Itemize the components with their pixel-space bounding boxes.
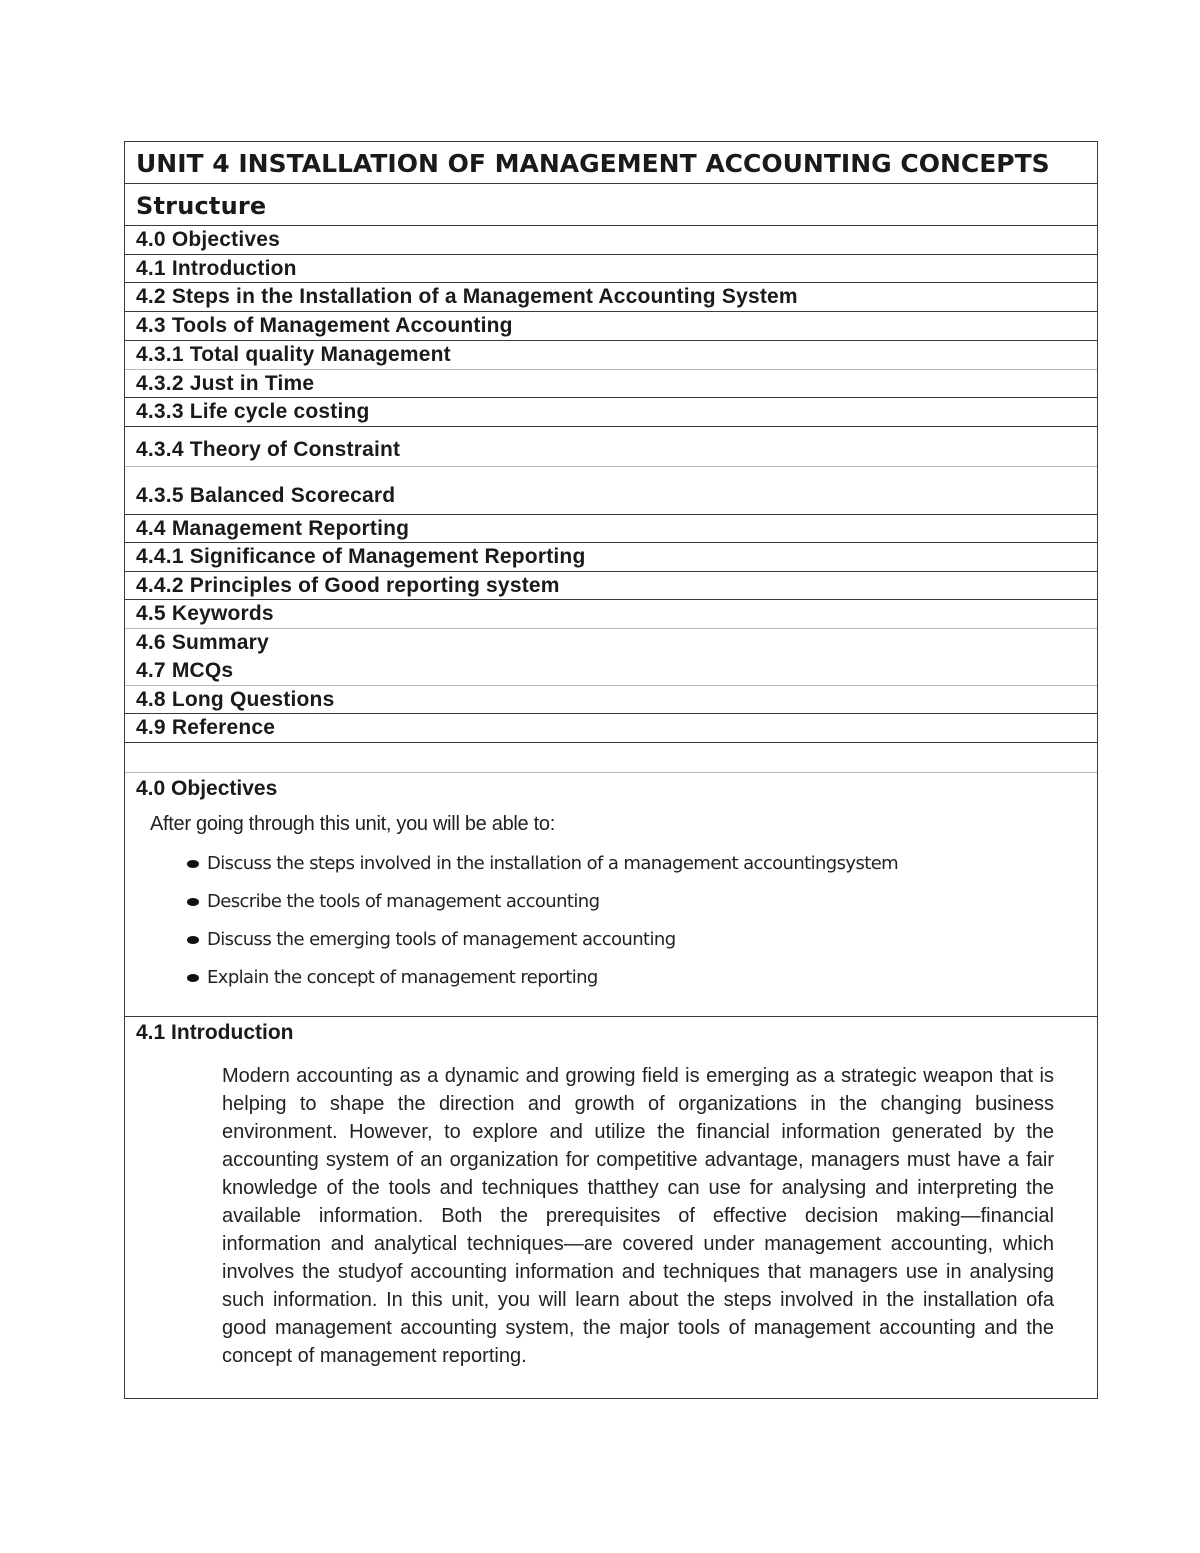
toc-item: 4.1 Introduction [125,255,1097,284]
objective-text: Discuss the emerging tools of management accounting [207,928,676,950]
toc-item: 4.3 Tools of Management Accounting [125,312,1097,341]
list-item [187,845,898,883]
toc-item: 4.4.1 Significance of Management Reporting [125,543,1097,572]
toc-item: 4.3.3 Life cycle costing [125,398,1097,427]
introduction-paragraph: Modern accounting as a dynamic and growing field is emerging as a strategic weapon that is helping to shape the direction and growth of organizations in the changing business environment. However, to explore and utilize the financial information generated by the accounting system of an organization for competitive advantage, managers must have a fair knowledge of the tools and techniques thatthey can use for analysing and interpreting the available information. Both the prerequisites of effective decision making—financial information and analytical techniques—are covered under management accounting, which involves the studyof accounting information and techniques that managers use in analysing such information. In this unit, you will learn about the steps involved in the installation ofa good management accounting system, the major tools of management accounting and the concept of management reporting. [222,1064,1054,1367]
toc-item: 4.2 Steps in the Installation of a Management Accounting System [125,283,1097,312]
bullet-icon [187,974,199,982]
objectives-section [125,773,1097,1017]
structure-heading: Structure [125,184,1097,226]
objective-text: Describe the tools of management accounting [207,890,600,912]
objectives-list [187,845,898,997]
objectives-heading: 4.0 Objectives [136,776,278,800]
toc-item: 4.4.2 Principles of Good reporting system [125,572,1097,601]
objective-text: Discuss the steps involved in the installation of a management accountingsystem [207,852,899,874]
toc-item: 4.3.5 Balanced Scorecard [125,467,1097,515]
toc-item: 4.5 Keywords [125,600,1097,629]
list-item [187,883,898,921]
bullet-icon [187,936,199,944]
toc-item: 4.8 Long Questions [125,686,1097,715]
toc-item: 4.7 MCQs [125,657,1097,686]
toc-item: 4.0 Objectives [125,226,1097,255]
unit-title: UNIT 4 INSTALLATION OF MANAGEMENT ACCOUNTING CONCEPTS [125,142,1097,184]
toc-item: 4.4 Management Reporting [125,515,1097,544]
toc-item: 4.3.2 Just in Time [125,370,1097,399]
list-item [187,921,898,959]
bullet-icon [187,860,199,868]
introduction-section [125,1017,1097,1398]
toc-item: 4.6 Summary [136,630,269,654]
introduction-heading: 4.1 Introduction [136,1020,294,1044]
objectives-lead: After going through this unit, you will be able to: [150,812,555,835]
bullet-icon [187,898,199,906]
objective-text: Explain the concept of management reporting [207,966,598,988]
unit-document [124,141,1098,1399]
toc-item: 4.9 Reference [125,714,1097,743]
list-item [187,959,898,997]
empty-row [125,743,1097,773]
toc-item: 4.3.4 Theory of Constraint [125,427,1097,467]
toc-item: 4.3.1 Total quality Management [125,341,1097,370]
